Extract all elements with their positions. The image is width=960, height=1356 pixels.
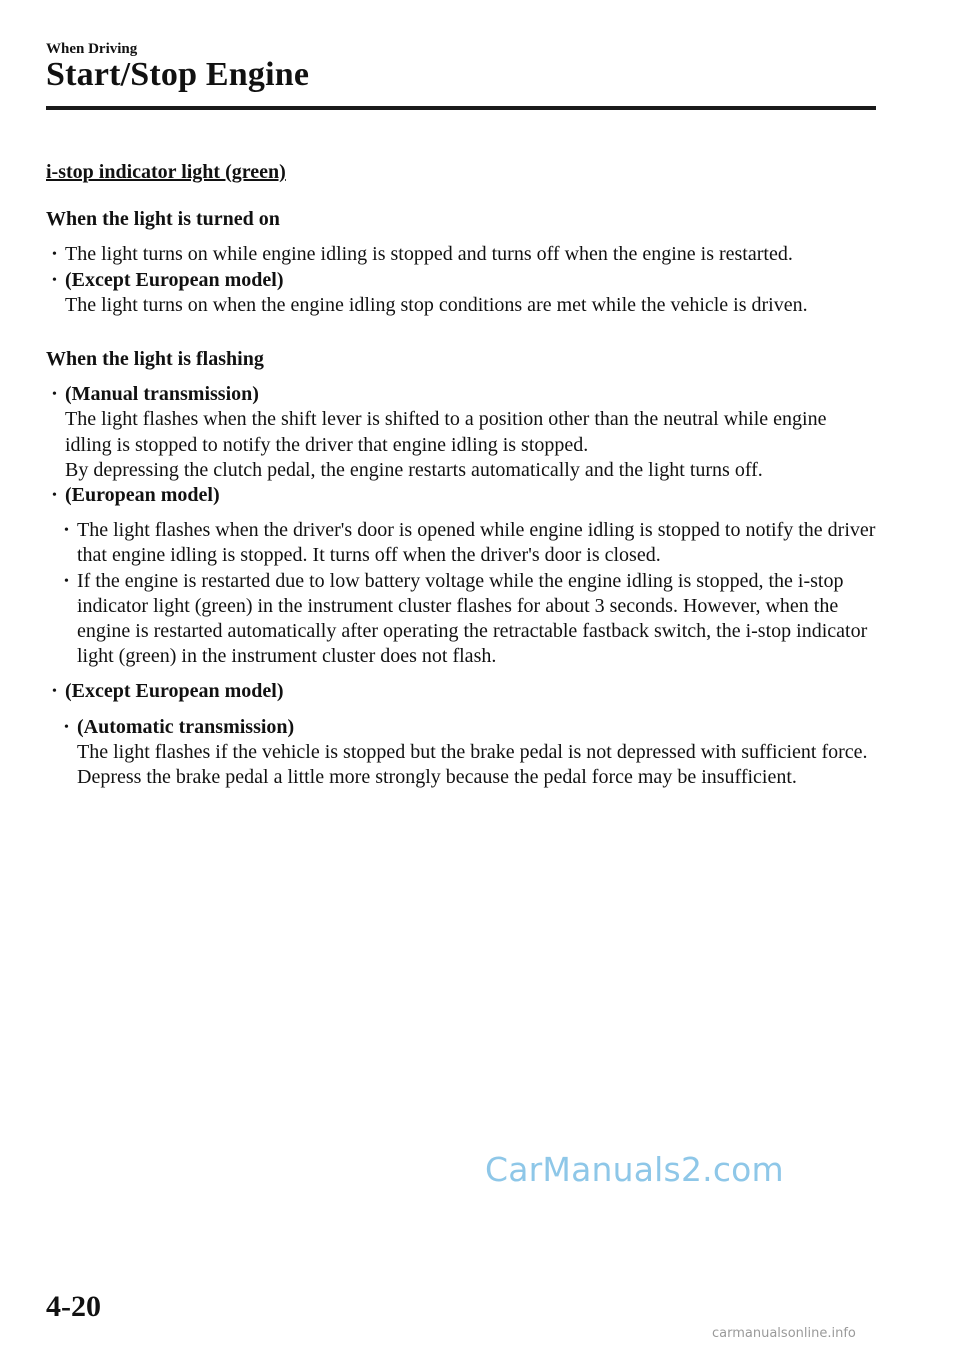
list-item [46, 268, 876, 318]
bullet-icon: • [52, 684, 57, 700]
topic-heading: i-stop indicator light (green) [46, 161, 286, 183]
item-lead: (Except European model) [65, 268, 284, 291]
item-text: The light flashes when the shift lever is shifted to a position other than the neutral while engine idling is stopped to notify the driver that engine idling is stopped. [65, 408, 827, 456]
flashing-heading: When the light is flashing [46, 348, 264, 371]
page-number: 4-20 [46, 1290, 101, 1323]
bullet-icon: • [64, 573, 69, 589]
item-lead: (European model) [65, 484, 220, 507]
document-body [46, 160, 876, 819]
watermark-logo: CarManuals2.com [485, 1150, 784, 1189]
page-title: Start/Stop Engine [46, 56, 310, 93]
bullet-icon: • [52, 488, 57, 504]
turned-on-section [46, 207, 876, 318]
footer-site: carmanualsonline.info [712, 1326, 856, 1341]
item-lead: (Automatic transmission) [77, 715, 295, 738]
bullet-icon: • [52, 272, 57, 288]
section-label: When Driving [46, 41, 138, 57]
flashing-section [46, 347, 876, 790]
item-lead: (Except European model) [65, 680, 284, 703]
title-rule [46, 106, 876, 110]
list-item-manual [46, 382, 876, 483]
list-item [58, 518, 876, 568]
bullet-icon: • [52, 247, 57, 263]
item-text: The light turns on when the engine idling stop conditions are met while the vehicle is driven. [65, 293, 808, 316]
list-item [58, 569, 876, 670]
list-item-european [46, 483, 876, 508]
item-text: If the engine is restarted due to low battery voltage while the engine idling is stopped, the i-stop indicator light (green) in the instrument cluster flashes for about 3 seconds. However, when the engine is restarted automatically after operating the retractable fastback switch, the i-stop indicator light (green) in the instrument cluster does not flash. [77, 569, 868, 668]
item-text: By depressing the clutch pedal, the engine restarts automatically and the light turns off. [65, 458, 763, 481]
list-item-automatic [58, 715, 876, 791]
bullet-icon: • [52, 387, 57, 403]
list-item-except-european [46, 679, 876, 704]
item-text: The light flashes if the vehicle is stopped but the brake pedal is not depressed with sufficient force. Depress the brake pedal a little more strongly because the pedal force may be insufficient. [77, 740, 868, 789]
bullet-icon: • [64, 719, 69, 735]
list-item [46, 242, 876, 267]
bullet-icon: • [64, 523, 69, 539]
item-text: The light flashes when the driver's door is opened while engine idling is stopped to notify the driver that engine idling is stopped. It turns off when the driver's door is closed. [77, 519, 876, 567]
turned-on-heading: When the light is turned on [46, 208, 280, 231]
item-text: The light turns on while engine idling is stopped and turns off when the engine is restarted. [65, 243, 793, 266]
item-lead: (Manual transmission) [65, 383, 259, 406]
